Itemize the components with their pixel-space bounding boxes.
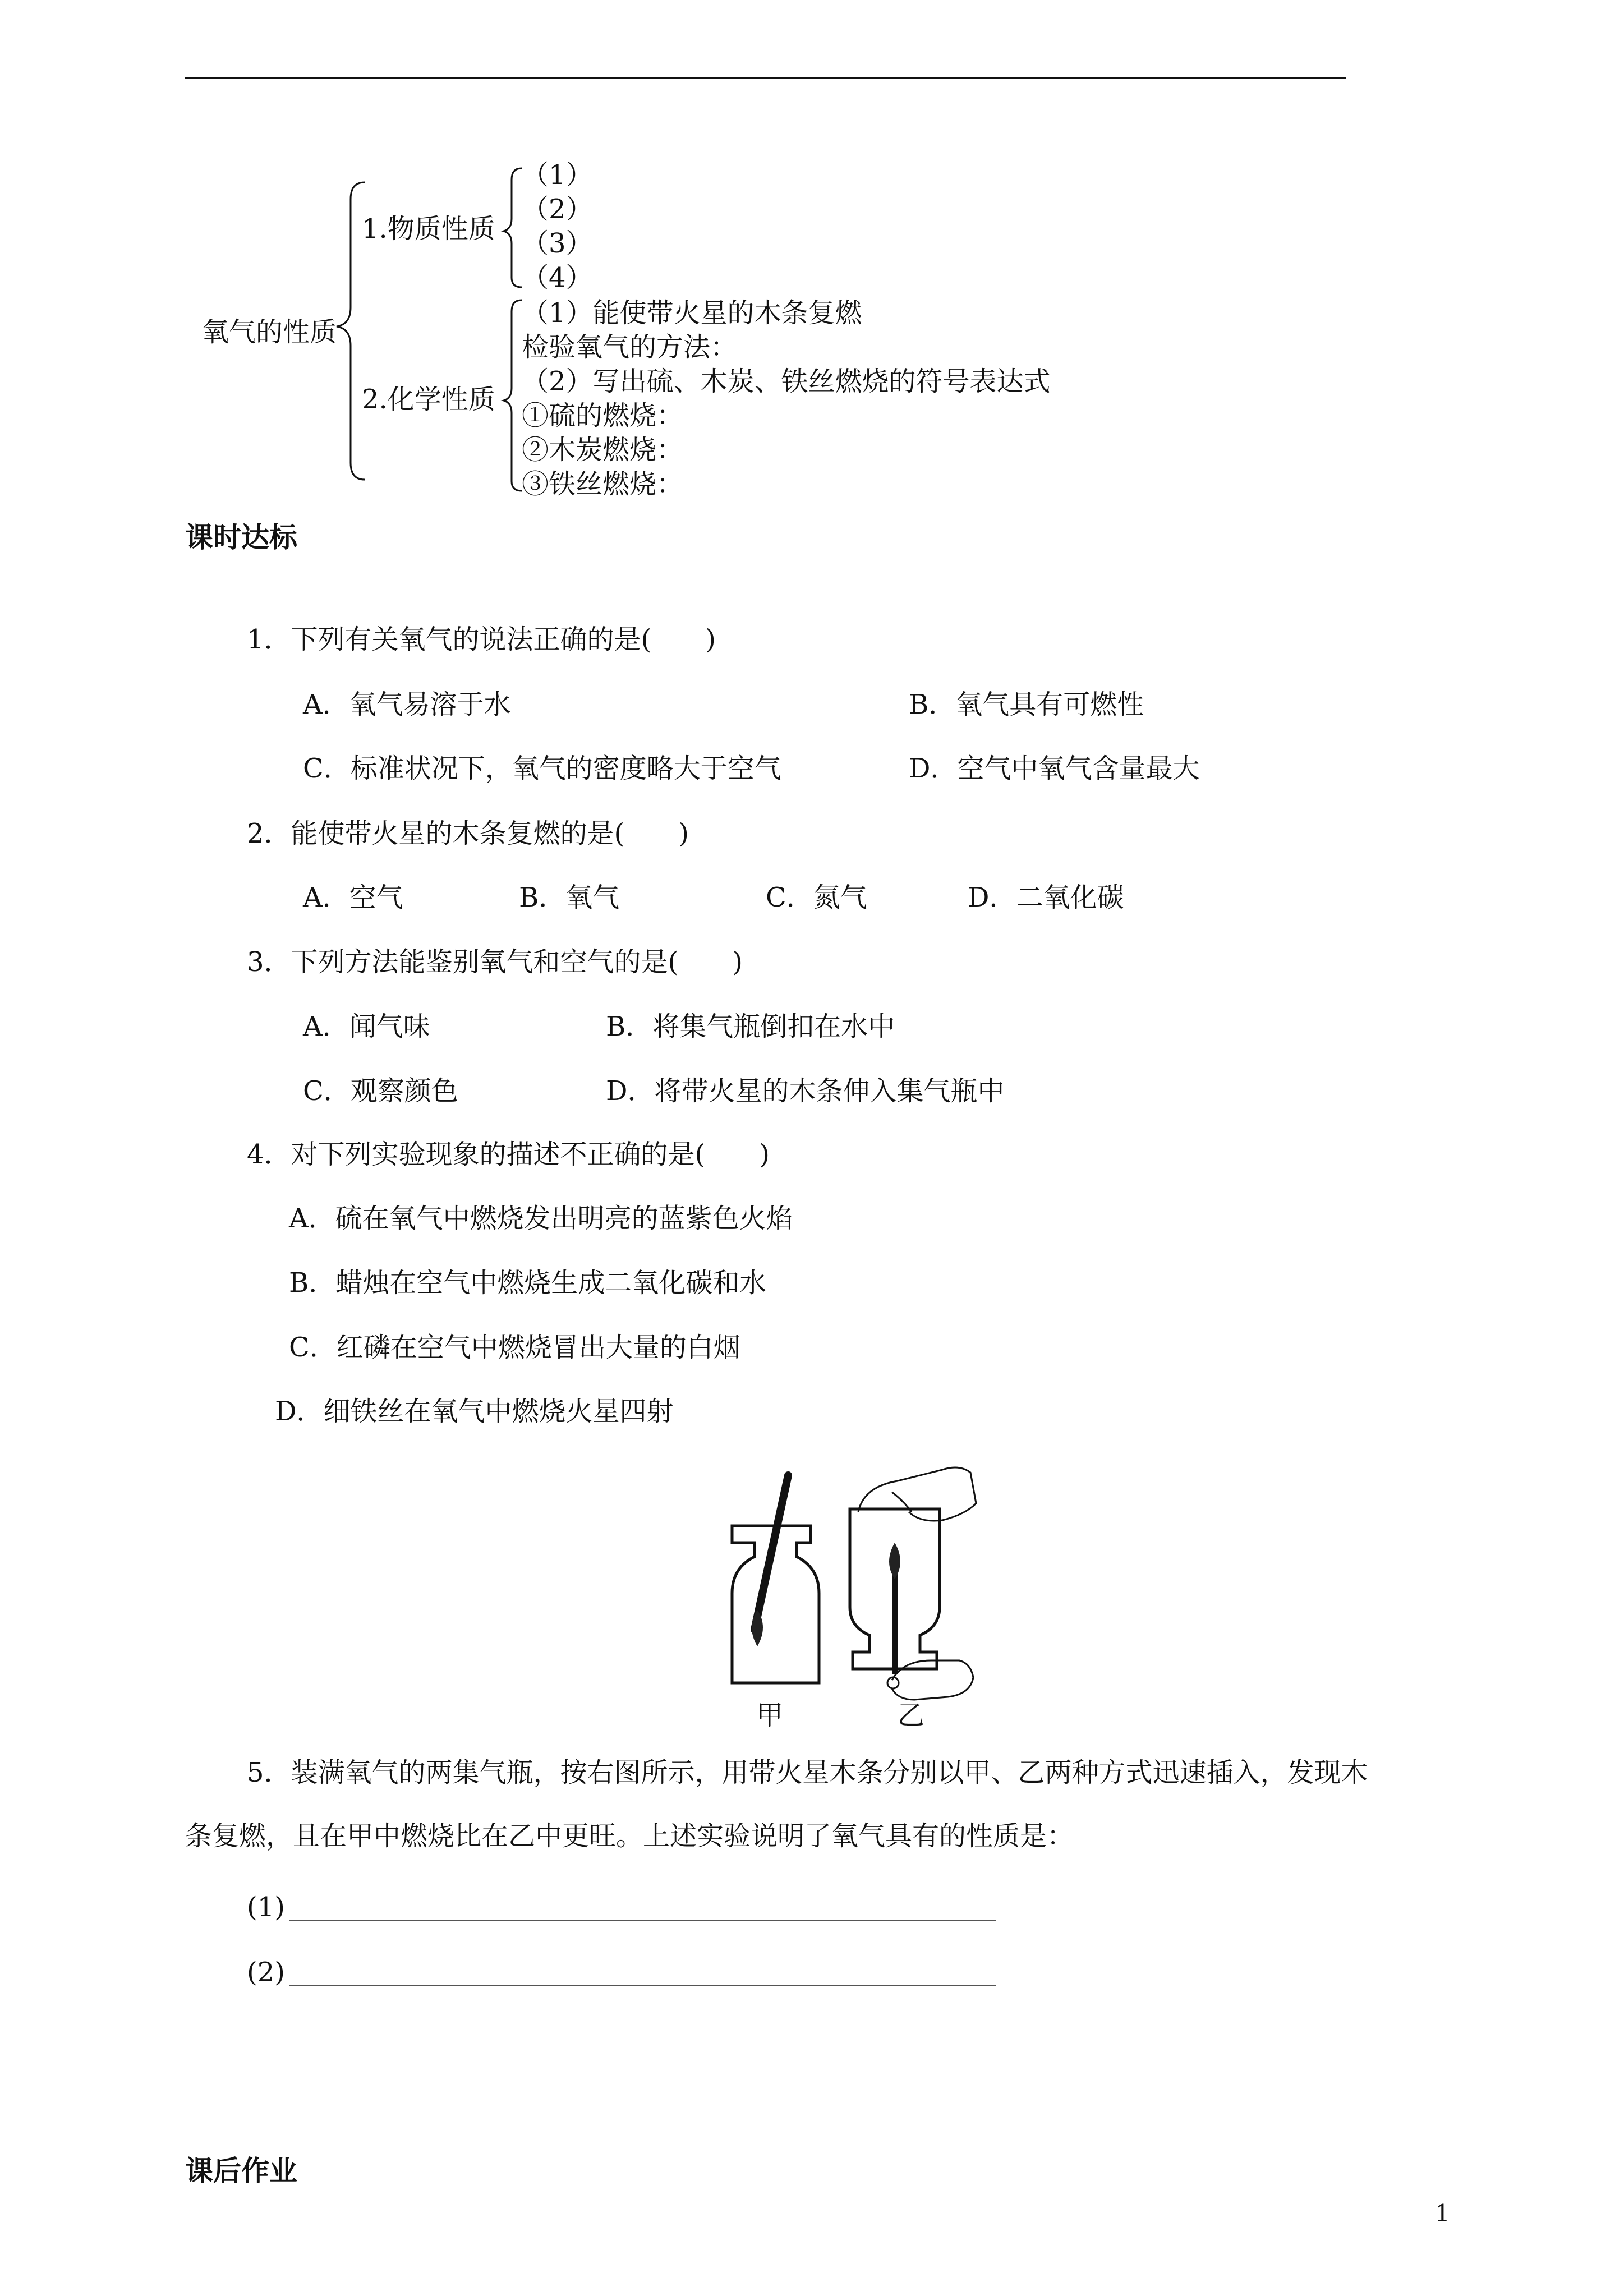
outline-physical-item: （4） bbox=[522, 262, 593, 293]
question-stem: 3．下列方法能鉴别氧气和空气的是( ) bbox=[247, 946, 743, 978]
question-option: B．将集气瓶倒扣在水中 bbox=[606, 1011, 895, 1042]
question-option: A．氧气易溶于水 bbox=[303, 689, 511, 720]
question-stem: 2．能使带火星的木条复燃的是( ) bbox=[247, 818, 689, 849]
question-stem: 4．对下列实验现象的描述不正确的是( ) bbox=[247, 1139, 770, 1170]
figure-label-right: 乙 bbox=[898, 1700, 925, 1731]
question5-line1: 5．装满氧气的两集气瓶，按右图所示，用带火星木条分别以甲、乙两种方式迅速插入，发现木 bbox=[247, 1757, 1368, 1788]
outline-chemical-label: 2.化学性质 bbox=[362, 384, 495, 415]
section-heading-homework: 课后作业 bbox=[185, 2155, 297, 2187]
outline-root: 氧气的性质 bbox=[202, 316, 337, 348]
section-heading-class-check: 课时达标 bbox=[185, 521, 297, 554]
outline-physical-item: （1） bbox=[522, 159, 593, 191]
outline-physical-item: （2） bbox=[522, 194, 593, 225]
answer-blank-label-1: (1) bbox=[247, 1892, 285, 1923]
bottle-inverted bbox=[850, 1467, 976, 1700]
experiment-figure bbox=[724, 1458, 1060, 1728]
figure-label-left: 甲 bbox=[756, 1700, 784, 1731]
outline-chemical-line: （1）能使带火星的木条复燃 bbox=[522, 297, 862, 329]
question-option: C．红磷在空气中燃烧冒出大量的白烟 bbox=[289, 1332, 740, 1363]
question-stem: 1．下列有关氧气的说法正确的是( ) bbox=[247, 624, 716, 655]
bottle-upright bbox=[732, 1475, 819, 1683]
question-option: A．闻气味 bbox=[303, 1011, 430, 1042]
outline-chemical-line: 检验氧气的方法： bbox=[522, 332, 738, 363]
question-option: A．空气 bbox=[303, 882, 403, 913]
outline-physical-label: 1.物质性质 bbox=[362, 213, 495, 245]
question-option: A．硫在氧气中燃烧发出明亮的蓝紫色火焰 bbox=[289, 1203, 793, 1234]
outline-chemical-line: ③铁丝燃烧： bbox=[522, 468, 684, 500]
answer-blank-2[interactable] bbox=[289, 1985, 996, 1986]
question-option: B．氧气具有可燃性 bbox=[909, 689, 1144, 720]
answer-blank-1[interactable] bbox=[289, 1920, 996, 1921]
page-number: 1 bbox=[1435, 2200, 1450, 2227]
outline-chemical-line: （2）写出硫、木炭、铁丝燃烧的符号表达式 bbox=[522, 366, 1051, 397]
question-option: C．观察颜色 bbox=[303, 1075, 458, 1107]
question-option: D．将带火星的木条伸入集气瓶中 bbox=[606, 1075, 1005, 1107]
outline-chemical-line: ①硫的燃烧： bbox=[522, 400, 684, 431]
question-option: D．二氧化碳 bbox=[968, 882, 1124, 913]
question-option: B．氧气 bbox=[519, 882, 620, 913]
question-option: C．标准状况下，氧气的密度略大于空气 bbox=[303, 753, 781, 784]
question-option: C．氮气 bbox=[766, 882, 867, 913]
question5-line2: 条复燃，且在甲中燃烧比在乙中更旺。上述实验说明了氧气具有的性质是： bbox=[185, 1820, 1074, 1852]
outline-chemical-line: ②木炭燃烧： bbox=[522, 434, 684, 466]
answer-blank-label-2: (2) bbox=[247, 1957, 285, 1988]
question-option: B．蜡烛在空气中燃烧生成二氧化碳和水 bbox=[289, 1267, 767, 1299]
question-option: D．空气中氧气含量最大 bbox=[909, 753, 1200, 784]
question-option: D．细铁丝在氧气中燃烧火星四射 bbox=[275, 1396, 674, 1427]
outline-physical-item: （3） bbox=[522, 228, 593, 259]
outline-braces bbox=[0, 0, 1624, 505]
